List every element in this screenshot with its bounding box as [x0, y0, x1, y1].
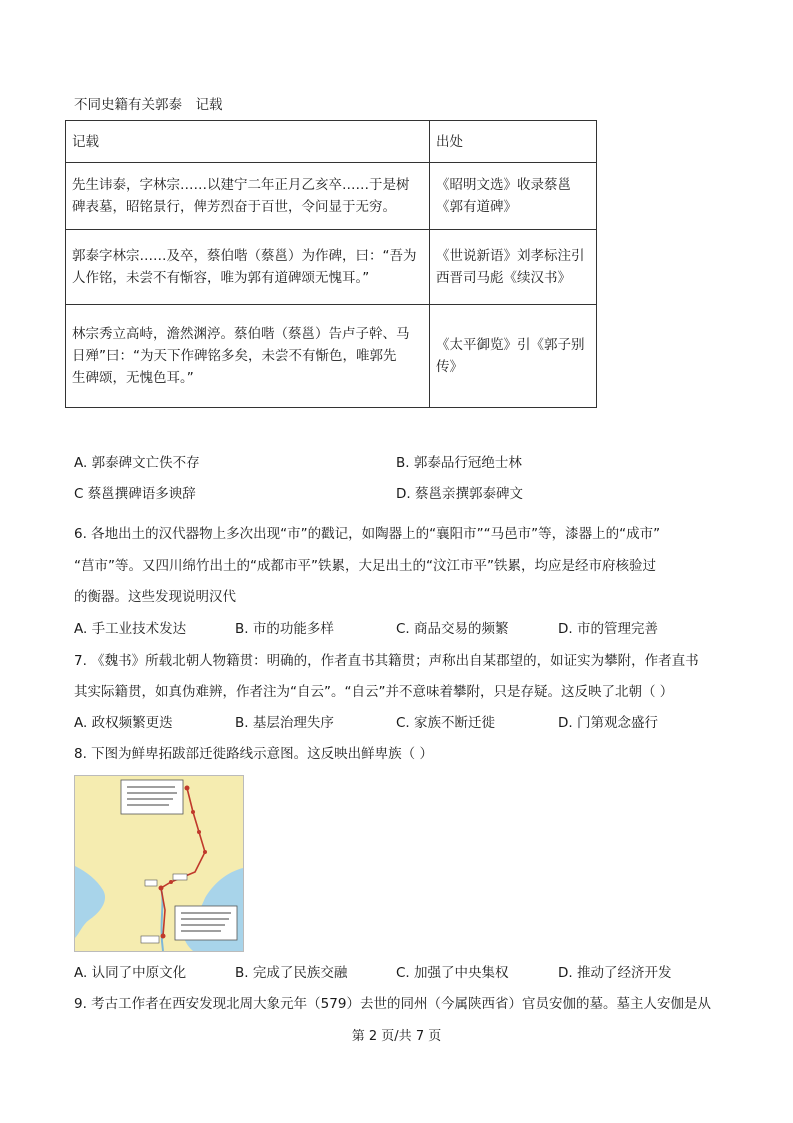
- record-line: 先生讳泰，字林宗……以建宁二年正月乙亥卒……于是树: [72, 177, 410, 193]
- q7-stem-line: 7. 《魏书》所载北朝人物籍贯：明确的，作者直书其籍贯；声称出自某郡望的，如证实为攀附，作者直书: [74, 653, 699, 669]
- table-row: [66, 163, 597, 230]
- route-point: [161, 934, 166, 939]
- source-cell: [430, 305, 597, 408]
- q8-option-d[interactable]: D. 推动了经济开发: [558, 965, 672, 981]
- route-point: [197, 830, 201, 834]
- q7-option-d[interactable]: D. 门第观念盛行: [558, 715, 658, 731]
- record-cell: [66, 305, 430, 408]
- q5-option-d[interactable]: D. 蔡邕亲撰郭泰碑文: [396, 486, 523, 502]
- record-line: 生碑颂，无愧色耳。”: [72, 370, 194, 386]
- q8-option-a[interactable]: A. 认同了中原文化: [74, 965, 187, 981]
- record-cell: [66, 230, 430, 305]
- q5-option-b[interactable]: B. 郭泰品行冠绝士林: [396, 455, 522, 471]
- map-note-top: [121, 780, 183, 814]
- q6-stem-line: “莒市”等。又四川绵竹出土的“成都市平”铁累，大足出土的“汶江市平”铁累，均应是经市府核验过: [74, 558, 656, 574]
- source-line: 传》: [436, 359, 463, 375]
- table-row: [66, 230, 597, 305]
- q7-option-c[interactable]: C. 家族不断迁徙: [396, 715, 496, 731]
- q6-stem-line: 6. 各地出土的汉代器物上多次出现“市”的戳记，如陶器上的“襄阳市”“马邑市”等，漆器上的“成市”: [74, 526, 661, 542]
- table-caption: 不同史籍有关郭泰 记载: [74, 97, 223, 113]
- q5-option-c[interactable]: C 蔡邕撰碑语多谀辞: [74, 486, 196, 502]
- table-row: [66, 305, 597, 408]
- record-cell: [66, 163, 430, 230]
- q8-option-b[interactable]: B. 完成了民族交融: [235, 965, 348, 981]
- source-line: 《世说新语》刘孝标注引: [436, 248, 585, 264]
- place-label-box: [145, 880, 157, 886]
- map-graphic: [75, 776, 243, 951]
- q8-option-c[interactable]: C. 加强了中央集权: [396, 965, 509, 981]
- migration-route-map: [74, 775, 244, 952]
- record-line: 人作铭，未尝不有惭容，唯为郭有道碑颂无愧耳。”: [72, 270, 370, 286]
- header-record: 记载: [66, 121, 430, 163]
- source-line: 《昭明文选》收录蔡邕: [436, 177, 571, 193]
- q7-stem-line: 其实际籍贯，如真伪难辨，作者注为“自云”。“自云”并不意味着攀附，只是存疑。这反映了北朝（ ）: [74, 684, 674, 700]
- q6-option-b[interactable]: B. 市的功能多样: [235, 621, 334, 637]
- q7-option-a[interactable]: A. 政权频繁更迭: [74, 715, 173, 731]
- record-line: 郭泰字林宗……及卒，蔡伯喈（蔡邕）为作碑，曰：“吾为: [72, 248, 417, 264]
- q7-option-b[interactable]: B. 基层治理失序: [235, 715, 334, 731]
- place-label-box: [173, 874, 187, 880]
- records-table: [65, 120, 597, 408]
- table-header-row: [66, 121, 597, 163]
- route-point: [185, 786, 190, 791]
- header-source: 出处: [430, 121, 597, 163]
- map-note-bottom: [175, 906, 237, 940]
- source-line: 西晋司马彪《续汉书》: [436, 270, 571, 286]
- place-label-box: [141, 936, 159, 943]
- page-footer: 第 2 页/共 7 页: [351, 1029, 442, 1044]
- source-cell: [430, 230, 597, 305]
- route-point: [169, 880, 173, 884]
- record-line: 日殚”曰：“为天下作碑铭多矣，未尝不有惭色，唯郭先: [72, 348, 397, 364]
- source-line: 《郭有道碑》: [436, 199, 517, 215]
- record-line: 碑表墓，昭铭景行，俾芳烈奋于百世，令问显于无穷。: [72, 199, 396, 215]
- source-line: 《太平御览》引《郭子别: [436, 337, 585, 353]
- q6-option-d[interactable]: D. 市的管理完善: [558, 621, 658, 637]
- route-point: [191, 810, 195, 814]
- q6-option-a[interactable]: A. 手工业技术发达: [74, 621, 187, 637]
- q9-stem: 9. 考古工作者在西安发现北周大象元年（579）去世的同州（今属陕西省）官员安伽的墓。墓主人安伽是从: [74, 996, 711, 1012]
- record-line: 林宗秀立高峙，澹然渊渟。蔡伯喈（蔡邕）告卢子幹、马: [72, 326, 410, 342]
- source-cell: [430, 163, 597, 230]
- route-point: [203, 850, 207, 854]
- q6-stem-line: 的衡器。这些发现说明汉代: [74, 589, 236, 605]
- q5-option-a[interactable]: A. 郭泰碑文亡佚不存: [74, 455, 200, 471]
- q8-stem: 8. 下图为鲜卑拓跋部迁徙路线示意图。这反映出鲜卑族（ ）: [74, 746, 433, 762]
- q6-option-c[interactable]: C. 商品交易的频繁: [396, 621, 509, 637]
- route-point: [159, 886, 164, 891]
